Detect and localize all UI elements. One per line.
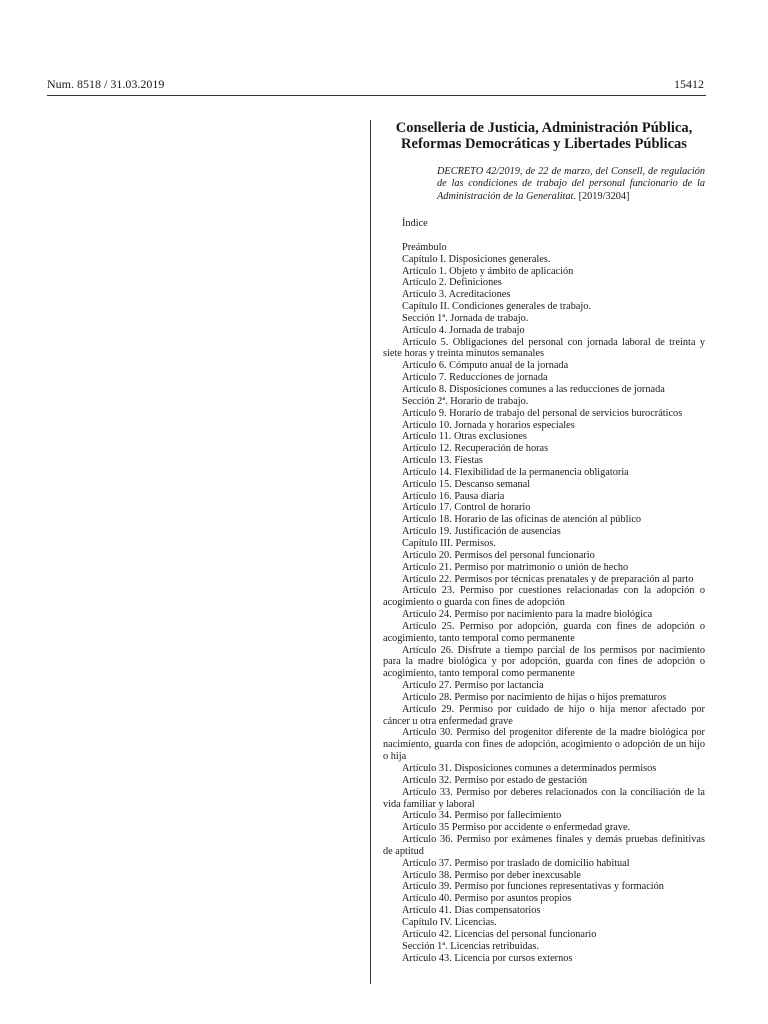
toc-item: Artículo 10. Jornada y horarios especiales xyxy=(402,419,575,431)
toc-item: Artículo 13. Fiestas xyxy=(402,455,483,467)
toc-item: Artículo 6. Cómputo anual de la jornada xyxy=(402,360,569,372)
toc-item: Artículo 33. Permiso por deberes relacionados con la conciliación de la vida familiar y laboral xyxy=(383,786,705,810)
toc-item: Artículo 37. Permiso por traslado de domicilio habitual xyxy=(402,857,630,869)
toc-item: Artículo 28. Permiso por nacimiento de hijas o hijos prematuros xyxy=(402,691,667,703)
toc-item: Artículo 40. Permiso por asuntos propios xyxy=(402,893,572,905)
table-of-contents xyxy=(383,242,705,964)
header-divider xyxy=(47,95,706,96)
toc-item: Artículo 5. Obligaciones del personal con jornada laboral de treinta y siete horas y treinta minutos semanales xyxy=(383,336,705,360)
organization-title xyxy=(383,121,705,152)
decree-code: [2019/3204] xyxy=(578,190,630,202)
toc-item: Artículo 12. Recuperación de horas xyxy=(402,443,549,455)
toc-item: Artículo 11. Otras exclusiones xyxy=(402,431,527,443)
toc-item: Artículo 34. Permiso por fallecimiento xyxy=(402,810,562,822)
toc-item: Artículo 29. Permiso por cuidado de hijo o hija menor afectado por cáncer u otra enfermedad grave xyxy=(383,703,705,727)
toc-item: Sección 2ª. Horario de trabajo. xyxy=(402,395,529,407)
toc-item: Capítulo I. Disposiciones generales. xyxy=(402,253,551,265)
toc-item: Artículo 2. Definiciones xyxy=(402,277,502,289)
toc-item: Artículo 18. Horario de las oficinas de atención al público xyxy=(402,514,642,526)
decree-text: DECRETO 42/2019, de 22 de marzo, del Consell, de regulación de las condiciones de trabajo del personal funcionario de la Administración de la Generalitat. xyxy=(437,166,705,202)
organization-line-1: Conselleria de Justicia, Administración Pública, xyxy=(395,120,693,136)
toc-item: Artículo 3. Acreditaciones xyxy=(402,289,511,301)
right-column xyxy=(383,121,705,964)
toc-item: Artículo 30. Permiso del progenitor diferente de la madre biológica por nacimiento, guarda con fines de adopción, acogimiento o adopción de un hijo o hija xyxy=(383,727,705,763)
toc-item: Artículo 27. Permiso por lactancia xyxy=(402,680,544,692)
page-number: 15412 xyxy=(674,77,704,91)
toc-item: Sección 1ª. Jornada de trabajo. xyxy=(402,312,529,324)
toc-item: Capítulo II. Condiciones generales de trabajo. xyxy=(402,301,592,313)
toc-item: Artículo 24. Permiso por nacimiento para la madre biológica xyxy=(402,609,653,621)
toc-item: Capítulo IV. Licencias. xyxy=(402,916,497,928)
toc-item: Artículo 23. Permiso por cuestiones relacionadas con la adopción o acogimiento o guarda con fines de adopción xyxy=(383,585,705,609)
toc-item: Artículo 22. Permisos por técnicas prenatales y de preparación al parto xyxy=(402,573,694,585)
page-header xyxy=(47,77,704,91)
toc-item: Artículo 42. Licencias del personal funcionario xyxy=(402,928,597,940)
toc-item: Artículo 25. Permiso por adopción, guarda con fines de adopción o acogimiento, tanto temporal como permanente xyxy=(383,620,705,644)
toc-item: Artículo 16. Pausa diaria xyxy=(402,490,505,502)
toc-item: Artículo 35 Permiso por accidente o enfermedad grave. xyxy=(402,822,631,834)
toc-item: Artículo 9. Horario de trabajo del personal de servicios burocráticos xyxy=(402,407,683,419)
issue-number-date: Num. 8518 / 31.03.2019 xyxy=(47,77,165,91)
toc-item: Artículo 4. Jornada de trabajo xyxy=(402,324,525,336)
decree-summary xyxy=(437,166,705,203)
column-divider xyxy=(370,120,371,984)
toc-item: Artículo 32. Permiso por estado de gestación xyxy=(402,774,588,786)
toc-item: Artículo 20. Permisos del personal funcionario xyxy=(402,549,595,561)
toc-item: Artículo 36. Permiso por exámenes finales y demás pruebas definitivas de aptitud xyxy=(383,834,705,857)
toc-item: Artículo 19. Justificación de ausencias xyxy=(402,526,561,538)
toc-item: Artículo 15. Descanso semanal xyxy=(402,478,531,490)
toc-item: Artículo 39. Permiso por funciones representativas y formación xyxy=(402,881,664,893)
index-title: Índice xyxy=(402,217,428,229)
toc-item: Artículo 38. Permiso por deber inexcusable xyxy=(402,869,582,881)
toc-item: Artículo 7. Reducciones de jornada xyxy=(402,372,548,384)
toc-item: Artículo 31. Disposiciones comunes a determinados permisos xyxy=(402,763,657,775)
toc-item: Artículo 21. Permiso por matrimonio o unión de hecho xyxy=(402,561,629,573)
toc-item: Sección 1ª. Licencias retribuidas. xyxy=(402,940,539,952)
organization-line-2: Reformas Democráticas y Libertades Públicas xyxy=(401,135,687,152)
toc-item: Artículo 26. Disfrute a tiempo parcial de los permisos por nacimiento para la madre biológica y por adopción, guarda con fines de adopción o acogimiento, tanto temporal como permanente xyxy=(383,644,705,680)
toc-item: Artículo 14. Flexibilidad de la permanencia obligatoria xyxy=(402,466,629,478)
toc-item: Capítulo III. Permisos. xyxy=(402,537,496,549)
toc-item: Artículo 41. Días compensatorios xyxy=(402,905,541,917)
toc-item: Artículo 8. Disposiciones comunes a las reducciones de jornada xyxy=(402,384,665,396)
toc-item: Artículo 43. Licencia por cursos externos xyxy=(402,952,573,964)
toc-item: Artículo 1. Objeto y ámbito de aplicación xyxy=(402,265,574,277)
toc-item: Artículo 17. Control de horario xyxy=(402,502,531,514)
toc-item: Preámbulo xyxy=(402,241,447,253)
